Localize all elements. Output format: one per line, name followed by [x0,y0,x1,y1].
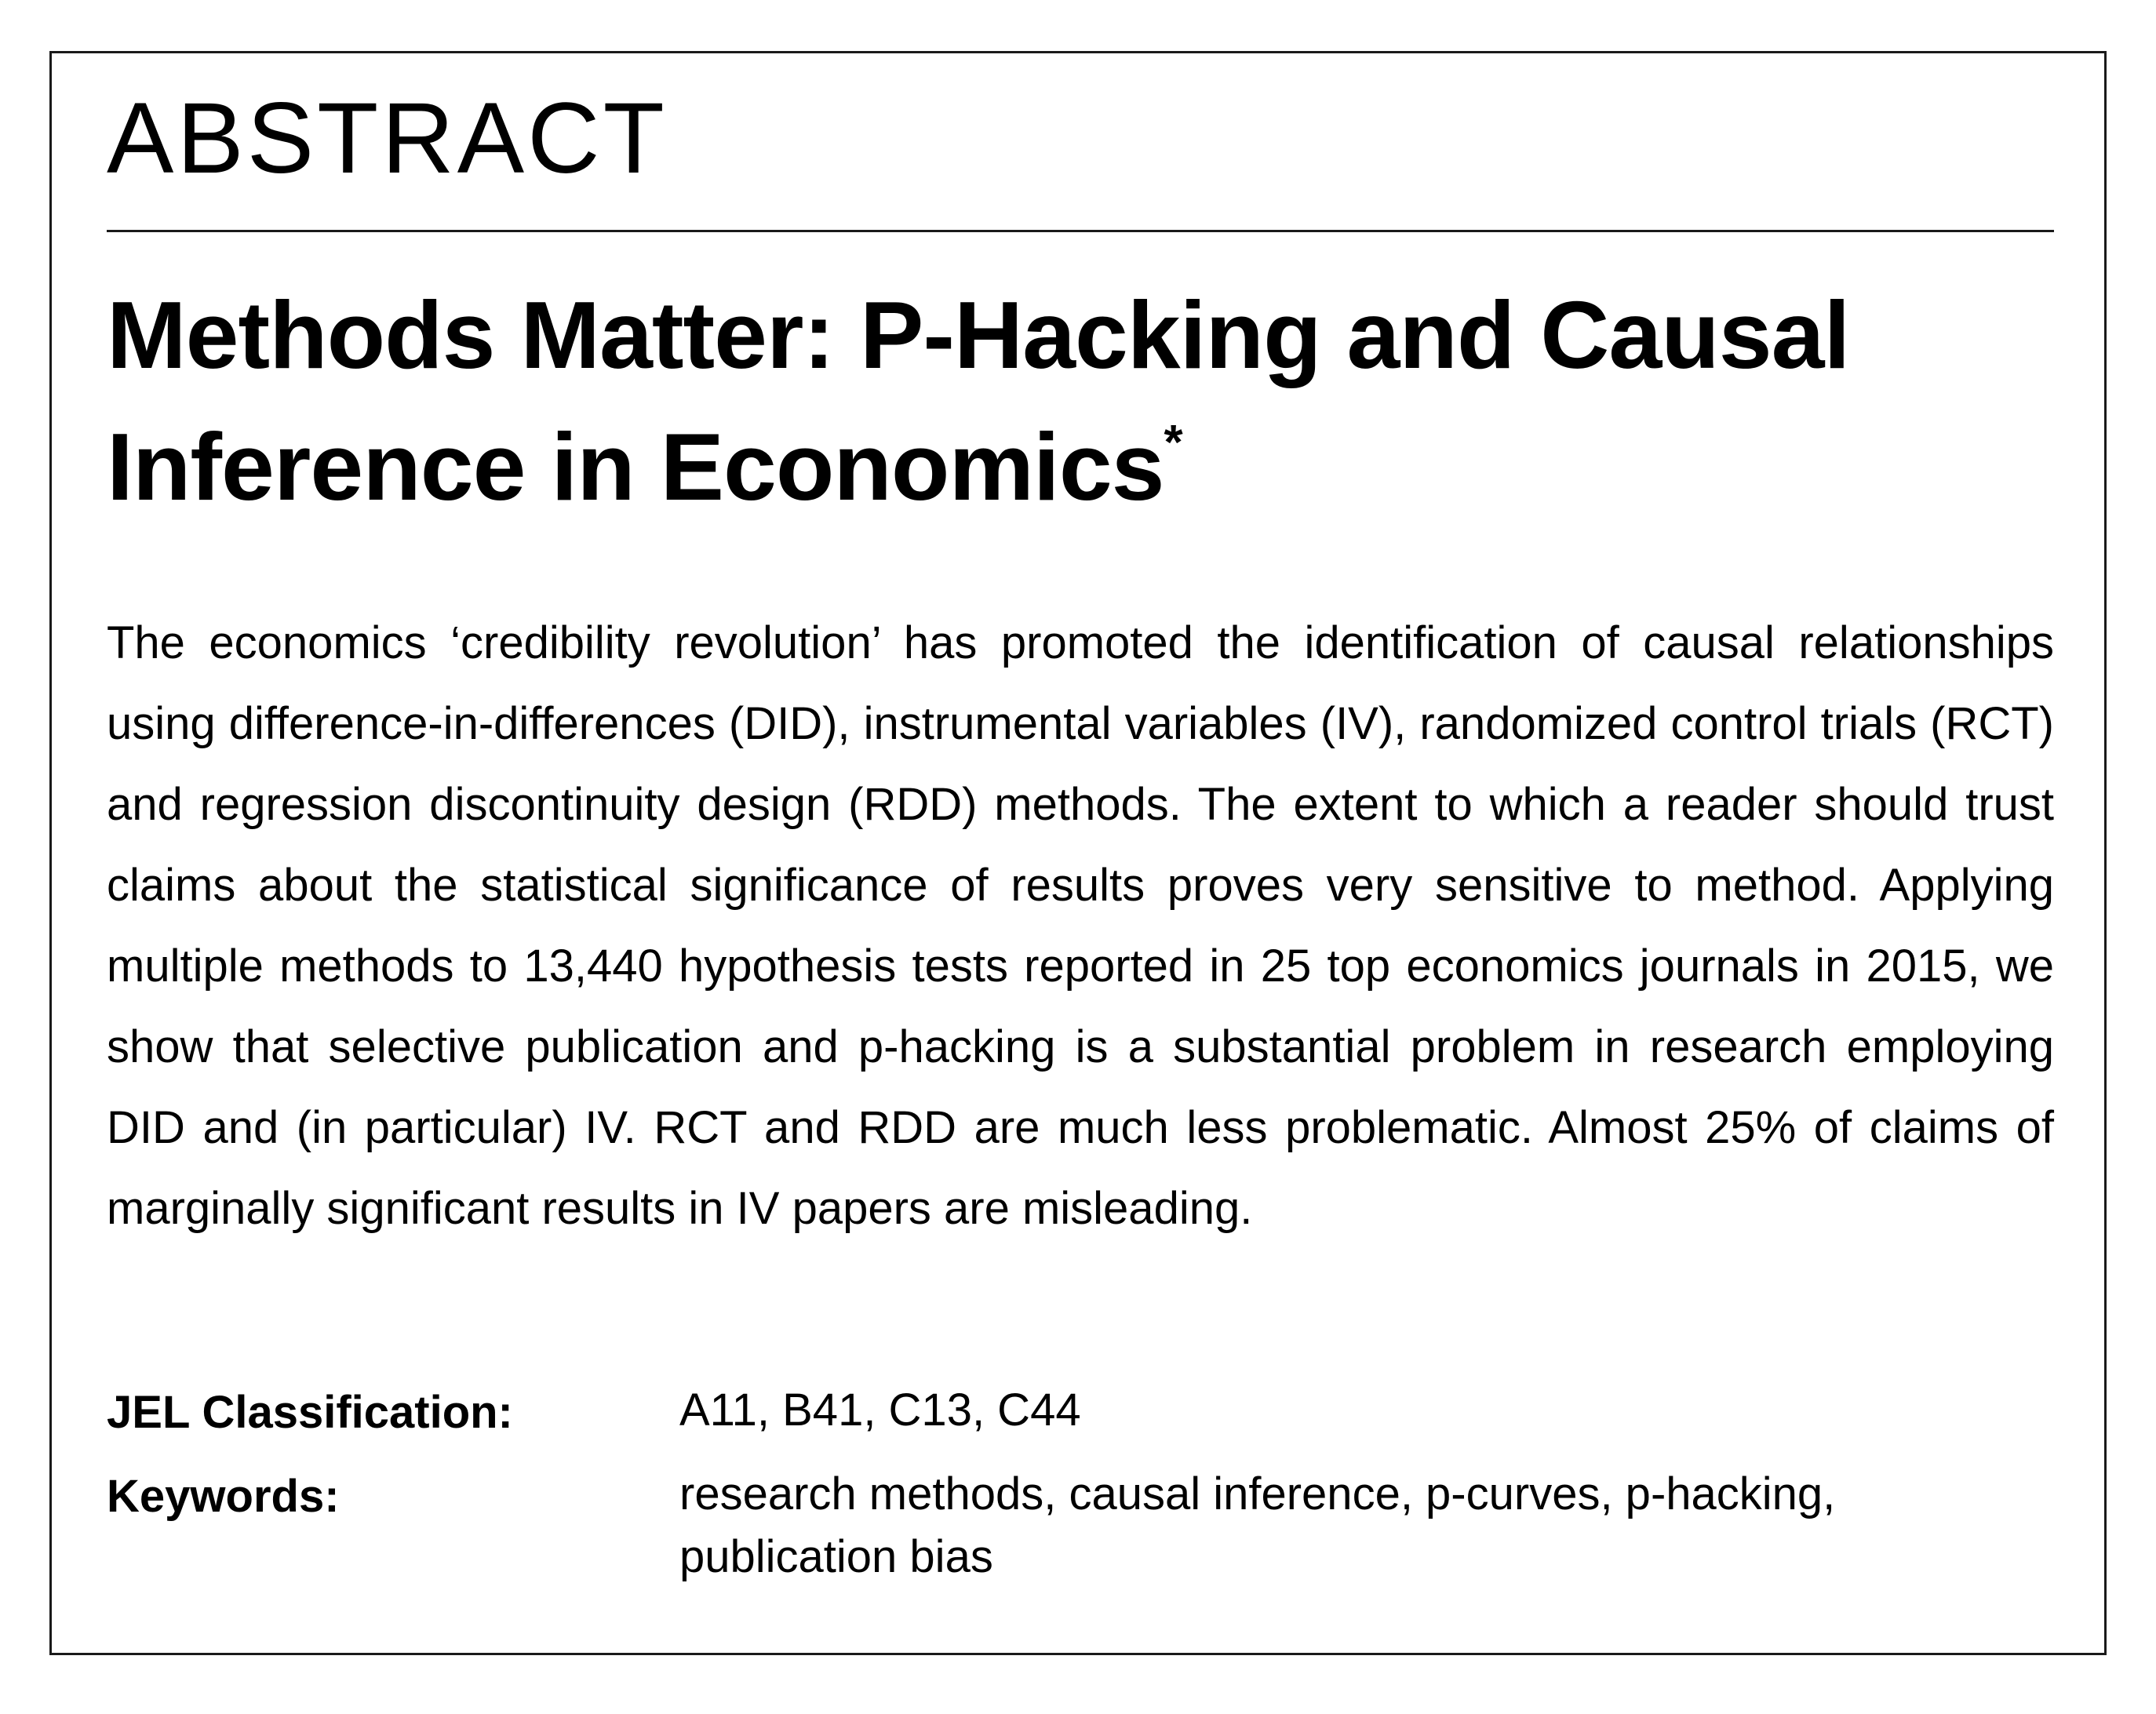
section-label: ABSTRACT [107,82,668,195]
title-line-2: Inference in Economics [107,413,1164,520]
abstract-paragraph: The economics ‘credibility revolution’ has promoted the identification of causal relationships using difference-in-differences (DID), instrumental variables (IV), randomized control trials (RCT) and regression discontinuity design (RDD) methods. The extent to which a reader should trust claims about the statistical significance of results proves very sensitive to method. Applying multiple methods to 13,440 hypothesis tests reported in 25 top economics journals in 2015, we show that selective publication and p-hacking is a substantial problem in research employing DID and (in particular) IV. RCT and RDD are much less problematic. Almost 25% of claims of marginally significant results in IV papers are misleading. [107,617,2054,1234]
jel-row [107,1379,2054,1446]
keywords-value: research methods, causal inference, p-curves, p-hacking, publication bias [679,1468,1836,1582]
metadata [107,1379,2054,1606]
keywords-label: Keywords: [107,1471,340,1522]
paper-title [107,269,2054,550]
keywords-row [107,1463,2054,1588]
title-line-1: Methods Matter: P-Hacking and Causal [107,282,1850,388]
divider-rule [107,230,2054,232]
jel-label: JEL Classification: [107,1387,513,1438]
footnote-marker[interactable]: * [1164,416,1182,470]
jel-value: A11, B41, C13, C44 [679,1385,1081,1436]
abstract-box [49,51,2107,1655]
